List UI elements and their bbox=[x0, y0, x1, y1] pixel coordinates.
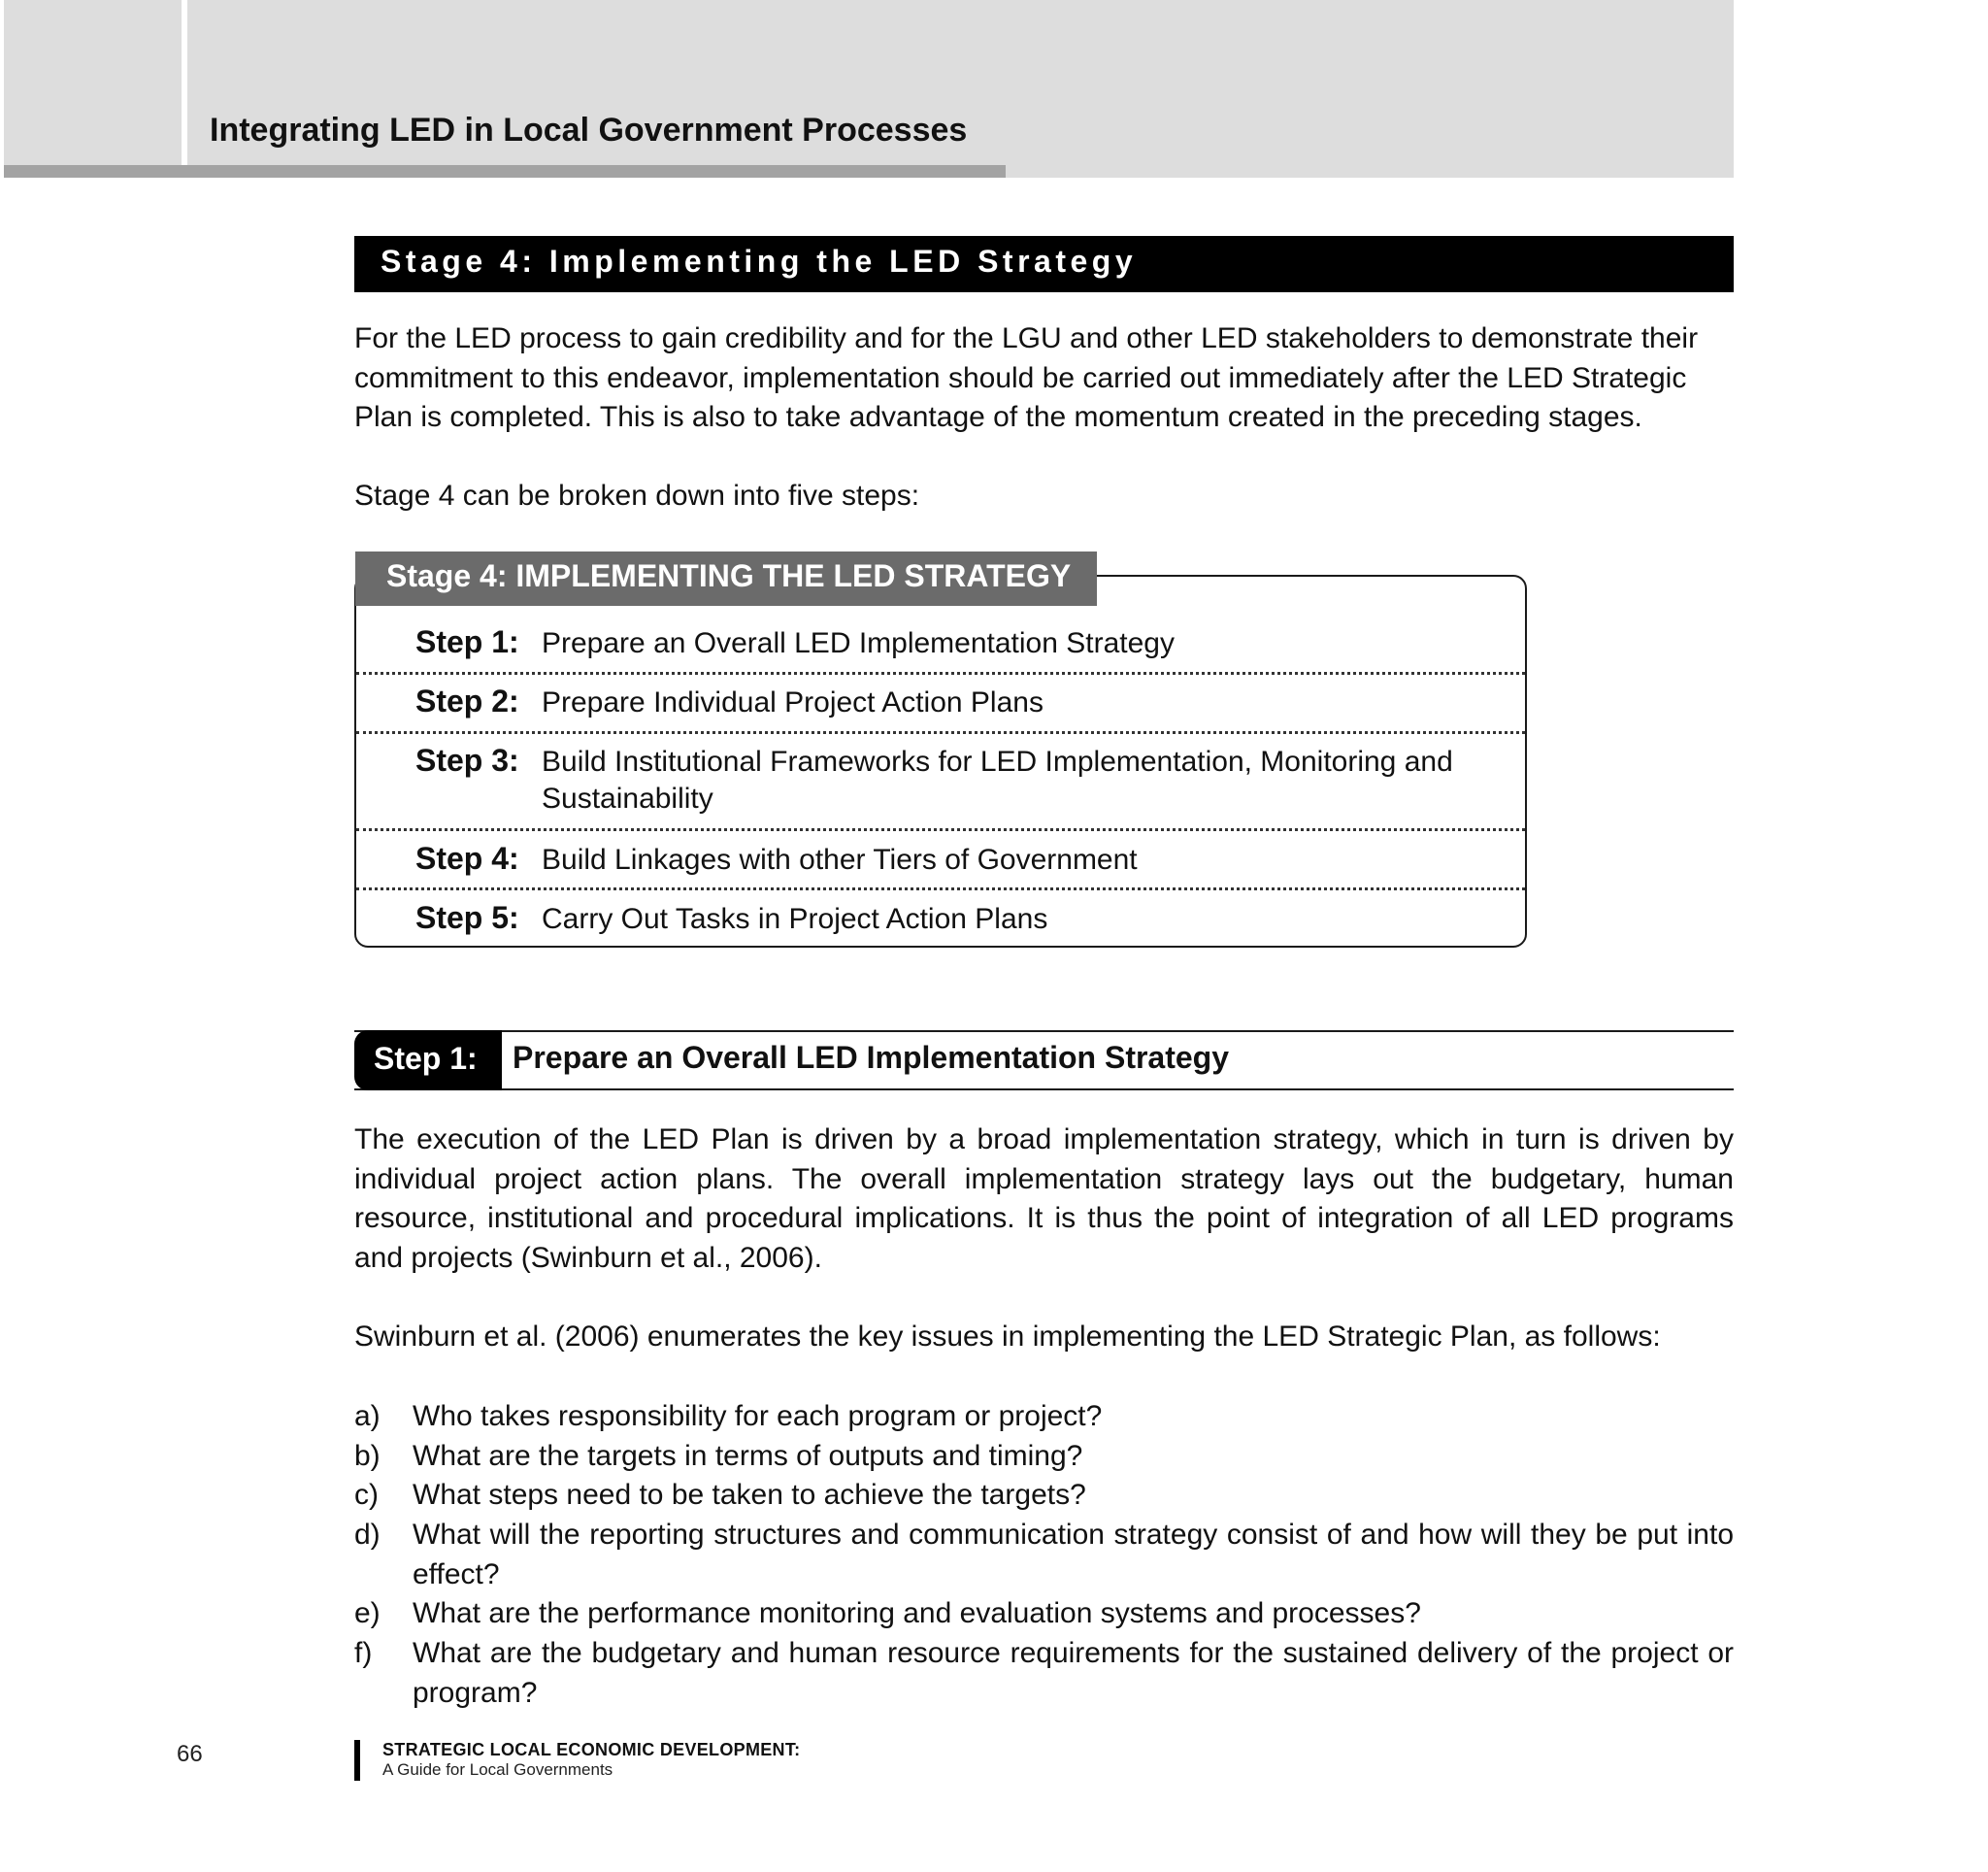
step-label: Step 4: bbox=[415, 841, 519, 876]
section-rule-top bbox=[354, 1030, 1734, 1032]
list-marker: a) bbox=[354, 1400, 381, 1432]
step-label: Step 2: bbox=[415, 684, 519, 719]
page-number: 66 bbox=[177, 1741, 203, 1767]
dotted-divider bbox=[356, 731, 1525, 734]
step1-paragraph-2: Swinburn et al. (2006) enumerates the key issues in implementing the LED Strategic Plan, as follows: bbox=[354, 1320, 1661, 1353]
header-rule bbox=[4, 165, 1006, 178]
footer-subtitle: A Guide for Local Governments bbox=[382, 1760, 613, 1779]
step-row-1 bbox=[415, 622, 1175, 663]
dotted-divider bbox=[356, 887, 1525, 890]
list-marker: c) bbox=[354, 1479, 379, 1511]
intro-paragraph: For the LED process to gain credibility and for the LGU and other LED stakeholders to demonstrate their commitment to this endeavor, implementation should be carried out immediately after the LED Strategic Plan is completed. This is also to take advantage of the momentum created in the preceding stages. bbox=[354, 322, 1699, 433]
footer-bar bbox=[354, 1740, 360, 1781]
step-label: Step 3: bbox=[415, 743, 519, 778]
step-text: Prepare Individual Project Action Plans bbox=[542, 686, 1044, 719]
list-item: Who takes responsibility for each program or project? bbox=[413, 1400, 1103, 1432]
step-row-5 bbox=[415, 898, 1047, 939]
list-item: What are the performance monitoring and evaluation systems and processes? bbox=[413, 1597, 1421, 1629]
step-label: Step 5: bbox=[415, 900, 519, 935]
header-side-block bbox=[4, 0, 182, 165]
stage-heading: Stage 4: Implementing the LED Strategy bbox=[381, 244, 1138, 279]
step1-label: Step 1: bbox=[374, 1041, 478, 1076]
step-row-4 bbox=[415, 839, 1138, 880]
footer-title: STRATEGIC LOCAL ECONOMIC DEVELOPMENT: bbox=[382, 1740, 801, 1759]
list-item: What will the reporting structures and communication strategy consist of and how will they be put into effect? bbox=[413, 1519, 1734, 1590]
step-text-continuation: Sustainability bbox=[542, 783, 713, 815]
stage-heading-bar bbox=[354, 236, 1734, 292]
list-marker: d) bbox=[354, 1519, 381, 1551]
step-label: Step 1: bbox=[415, 624, 519, 659]
list-marker: f) bbox=[354, 1637, 373, 1669]
step-text: Prepare an Overall LED Implementation Strategy bbox=[542, 627, 1175, 659]
list-marker: e) bbox=[354, 1597, 381, 1629]
steps-box-title: Stage 4: IMPLEMENTING THE LED STRATEGY bbox=[386, 558, 1072, 593]
list-item: What are the budgetary and human resource requirements for the sustained delivery of the project or program? bbox=[413, 1637, 1734, 1709]
steps-box-tab bbox=[355, 552, 1097, 606]
section-rule-bottom bbox=[354, 1088, 1734, 1090]
step1-paragraph-1: The execution of the LED Plan is driven by a broad implementation strategy, which in turn is driven by individual project action plans. The overall implementation strategy lays out the budgetary, human resource, institutional and procedural implications. It is thus the point of integration of all LED programs and projects (Swinburn et al., 2006). bbox=[354, 1123, 1734, 1274]
step-text: Carry Out Tasks in Project Action Plans bbox=[542, 903, 1048, 935]
running-header-title: Integrating LED in Local Government Processes bbox=[210, 112, 968, 149]
step1-label-pill bbox=[354, 1030, 502, 1090]
list-item: What are the targets in terms of outputs and timing? bbox=[413, 1440, 1083, 1472]
list-item: What steps need to be taken to achieve the targets? bbox=[413, 1479, 1086, 1511]
step1-title: Prepare an Overall LED Implementation Strategy bbox=[513, 1040, 1230, 1075]
step-text: Build Institutional Frameworks for LED Implementation, Monitoring and bbox=[542, 746, 1453, 778]
step-text: Build Linkages with other Tiers of Government bbox=[542, 844, 1138, 876]
step-row-2 bbox=[415, 682, 1044, 722]
dotted-divider bbox=[356, 828, 1525, 831]
dotted-divider bbox=[356, 672, 1525, 675]
step-row-3 bbox=[415, 741, 1453, 782]
steps-intro: Stage 4 can be broken down into five steps: bbox=[354, 480, 920, 512]
list-marker: b) bbox=[354, 1440, 381, 1472]
header-band bbox=[187, 0, 1734, 178]
